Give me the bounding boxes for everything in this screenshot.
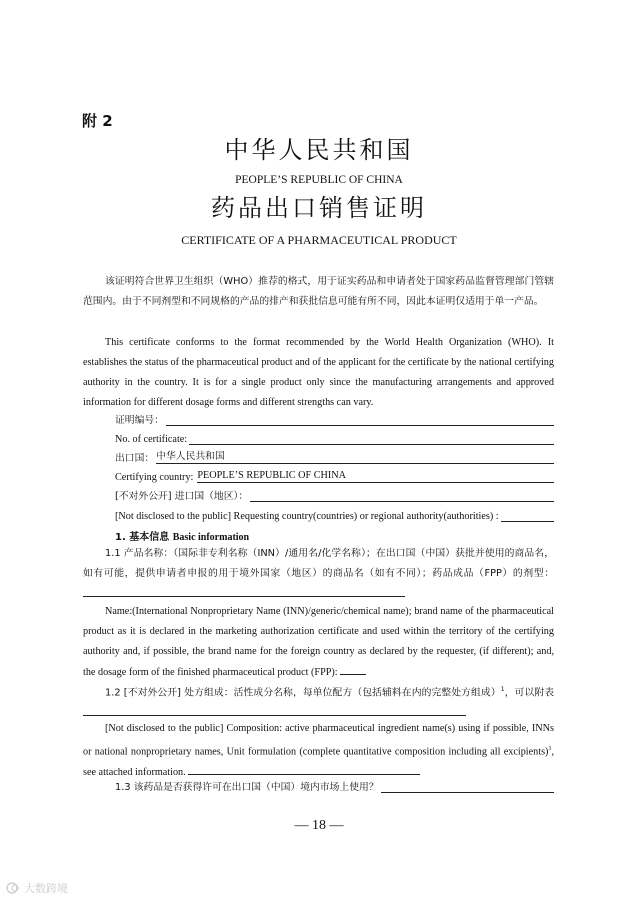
subtitle-cn: 药品出口销售证明	[211, 194, 427, 222]
item-1-1-cn-field[interactable]	[83, 584, 405, 597]
item-1-2-en-field[interactable]	[188, 762, 420, 775]
annex-label: 附 2	[82, 112, 113, 130]
item-1-1-cn	[83, 544, 554, 605]
certifying-en-field[interactable]: PEOPLE’S REPUBLIC OF CHINA	[197, 470, 554, 483]
page-number: — 18 —	[294, 818, 344, 833]
requesting-en-label: [Not disclosed to the public] Requesting country(countries) or regional authority(authorities) :	[115, 511, 499, 522]
section1-heading-en: Basic information	[172, 532, 250, 543]
title-en: PEOPLE’S REPUBLIC OF CHINA	[235, 174, 403, 186]
cert-no-cn-label: 证明编号：	[115, 415, 164, 426]
item-1-2-cn-footnote: 1	[500, 686, 505, 693]
requesting-cn-row	[115, 486, 554, 502]
requesting-en-row	[115, 506, 554, 522]
item-1-2-cn-text: 1.2 [不对外公开] 处方组成：活性成分名称，每单位配方（包括辅料在内的完整处方组成）	[105, 687, 501, 699]
requesting-en-field[interactable]	[501, 509, 554, 522]
item-1-2-cn-text-b: ，可以附表	[504, 687, 555, 699]
item-1-2-en-text-b: , see attached information.	[83, 746, 554, 779]
title-cn: 中华人民共和国	[224, 136, 414, 164]
item-1-3-row	[115, 777, 554, 793]
watermark-text: 大数跨境	[24, 882, 68, 895]
watermark	[6, 880, 68, 896]
item-1-1-en-field[interactable]	[340, 662, 366, 675]
requesting-cn-label: [不对外公开] 进口国（地区）：	[115, 491, 249, 502]
item-1-2-en	[83, 719, 554, 783]
item-1-3-field[interactable]	[381, 780, 554, 793]
item-1-2-cn	[83, 680, 554, 724]
item-1-2-en-text: [Not disclosed to the public] Composition: active pharmaceutical ingredient name(s) using if possible, INNs or national nonproprietary names, Unit formulation (complete quantitative composition including all excipients)	[83, 723, 554, 758]
cert-no-cn-field[interactable]	[166, 413, 554, 426]
intro-cn: 该证明符合世界卫生组织（WHO）推荐的格式，用于证实药品和申请者处于国家药品监督管理部门管辖范围内。由于不同剂型和不同规格的产品的排产和获批信息可能有所不同，因此本证明仅适用于单一产品。	[83, 276, 554, 307]
item-1-3-cn-label: 1.3 该药品是否获得许可在出口国（中国）境内市场上使用？	[115, 782, 379, 793]
requesting-cn-field[interactable]	[250, 489, 554, 502]
cert-no-cn-row	[115, 410, 554, 426]
certifying-en-label: Certifying country:	[115, 472, 194, 483]
exporting-cn-row	[115, 448, 554, 464]
item-1-1-en	[83, 602, 554, 683]
certifying-en-row	[115, 467, 554, 483]
item-1-2-cn-field[interactable]	[83, 703, 466, 716]
exporting-cn-field[interactable]: 中华人民共和国	[156, 451, 554, 464]
section1-heading	[115, 528, 249, 543]
intro-en: This certificate conforms to the format recommended by the World Health Organization (WHO). It establishes the status of the pharmaceutical product and of the applicant for the certificate by the national certifying authority in the country. It is for a single product only since the manufacturing arrangements and approved information for different dosage forms and different strengths can vary.	[83, 337, 554, 408]
item-1-1-en-text: Name:(International Nonproprietary Name (INN)/generic/chemical name); brand name of the pharmaceutical product as it is declared in the marketing authorization certificate and used within the territory of the certifying authority and, if possible, the brand name for the foreign country as declared by the requester, (if different); and, the dosage form of the finished pharmaceutical product (FPP):	[83, 606, 554, 678]
cert-no-en-label: No. of certificate:	[115, 434, 188, 445]
section1-heading-cn: 1. 基本信息	[115, 532, 170, 543]
cert-no-en-field[interactable]	[189, 432, 554, 445]
cert-no-en-row	[115, 429, 554, 445]
item-1-1-cn-text: 1.1 产品名称：（国际非专利名称（INN）/通用名/化学名称）；在出口国（中国）获批并使用的商品名，如有可能，提供申请者申报的用于境外国家（地区）的商品名（如有不同）；药品成品（FPP）的剂型：	[83, 548, 554, 579]
exporting-cn-label: 出口国：	[115, 453, 155, 464]
watermark-logo-icon	[6, 882, 20, 894]
item-1-2-en-footnote: 1	[548, 746, 552, 752]
subtitle-en: CERTIFICATE OF A PHARMACEUTICAL PRODUCT	[181, 233, 457, 247]
